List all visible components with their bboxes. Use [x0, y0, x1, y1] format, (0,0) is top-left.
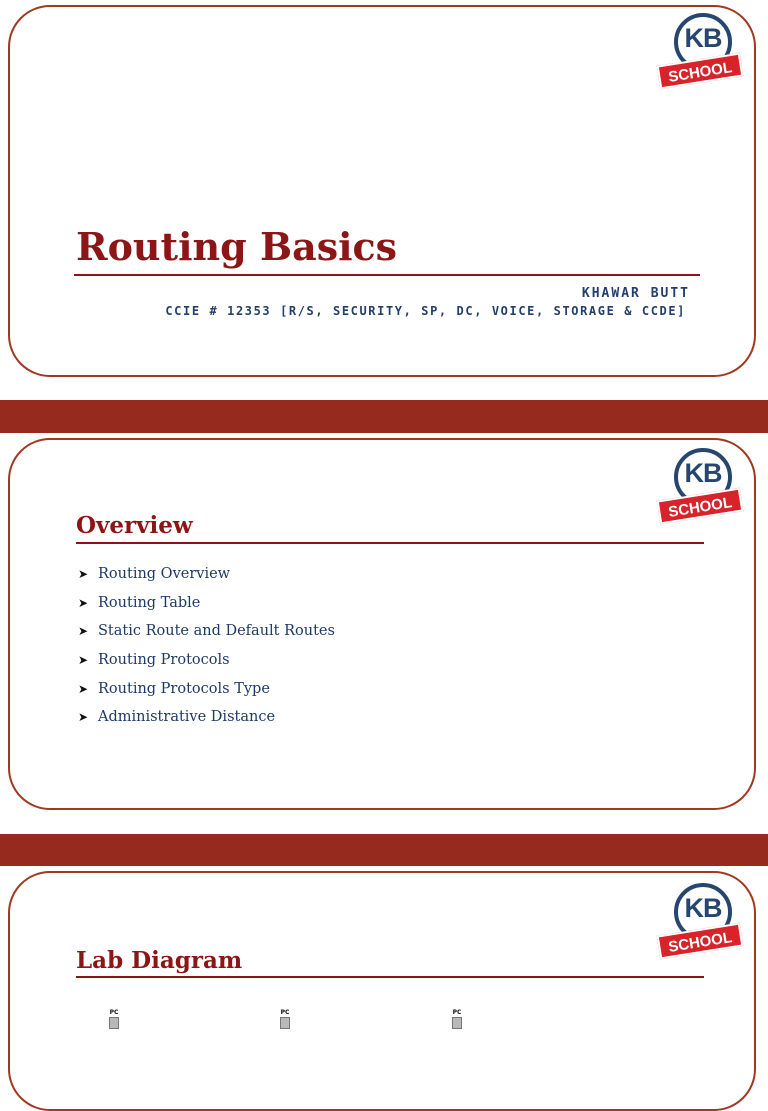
list-item: ➤ Routing Protocols: [78, 652, 230, 669]
pc-device-3: [446, 1009, 468, 1029]
logo-kb-text: KB: [684, 893, 722, 923]
slide-title: Lab Diagram: [76, 947, 243, 974]
arrowhead-bullet-icon: ➤: [78, 624, 89, 639]
slide-separator-band: [0, 400, 768, 433]
arrowhead-bullet-icon: ➤: [78, 595, 89, 610]
list-item: ➤ Routing Overview: [78, 566, 231, 583]
arrowhead-bullet-icon: ➤: [78, 681, 89, 696]
list-item: ➤ Static Route and Default Routes: [78, 623, 335, 640]
arrowhead-bullet-icon: ➤: [78, 710, 89, 725]
lab-diagram-slide: [8, 871, 756, 1111]
logo-kb-text: KB: [684, 458, 722, 488]
pc-icon: [452, 1017, 462, 1029]
title-divider: [74, 274, 700, 276]
pc-device-2: [274, 1009, 296, 1029]
kb-school-logo: [656, 883, 752, 955]
logo-kb-text: KB: [684, 23, 722, 53]
pc-label: PC: [452, 1009, 462, 1016]
list-item: ➤ Routing Table: [78, 594, 201, 611]
author-credentials: CCIE # 12353 [R/S, SECURITY, SP, DC, VOICE, STORAGE & CCDE]: [165, 304, 686, 318]
kb-school-logo: [656, 13, 752, 85]
slide-separator-band: [0, 834, 768, 866]
page-title: Routing Basics: [76, 224, 398, 269]
pc-device-1: [103, 1009, 125, 1029]
pc-icon: [280, 1017, 290, 1029]
arrowhead-bullet-icon: ➤: [78, 653, 89, 668]
list-item: ➤ Administrative Distance: [78, 709, 276, 726]
logo-school-text: SCHOOL: [657, 488, 744, 525]
arrowhead-bullet-icon: ➤: [78, 567, 89, 582]
logo-school-text: SCHOOL: [657, 923, 744, 960]
overview-list: [78, 560, 335, 732]
title-divider: [76, 976, 704, 978]
title-divider: [76, 542, 704, 544]
pc-label: PC: [280, 1009, 290, 1016]
slide-title: Overview: [76, 512, 193, 539]
list-item: ➤ Routing Protocols Type: [78, 680, 270, 697]
overview-slide: [8, 438, 756, 810]
logo-school-text: SCHOOL: [657, 53, 744, 90]
author-name: KHAWAR BUTT: [581, 286, 690, 301]
kb-school-logo: [656, 448, 752, 520]
pc-icon: [109, 1017, 119, 1029]
title-slide: [8, 5, 756, 377]
pc-label: PC: [109, 1009, 119, 1016]
